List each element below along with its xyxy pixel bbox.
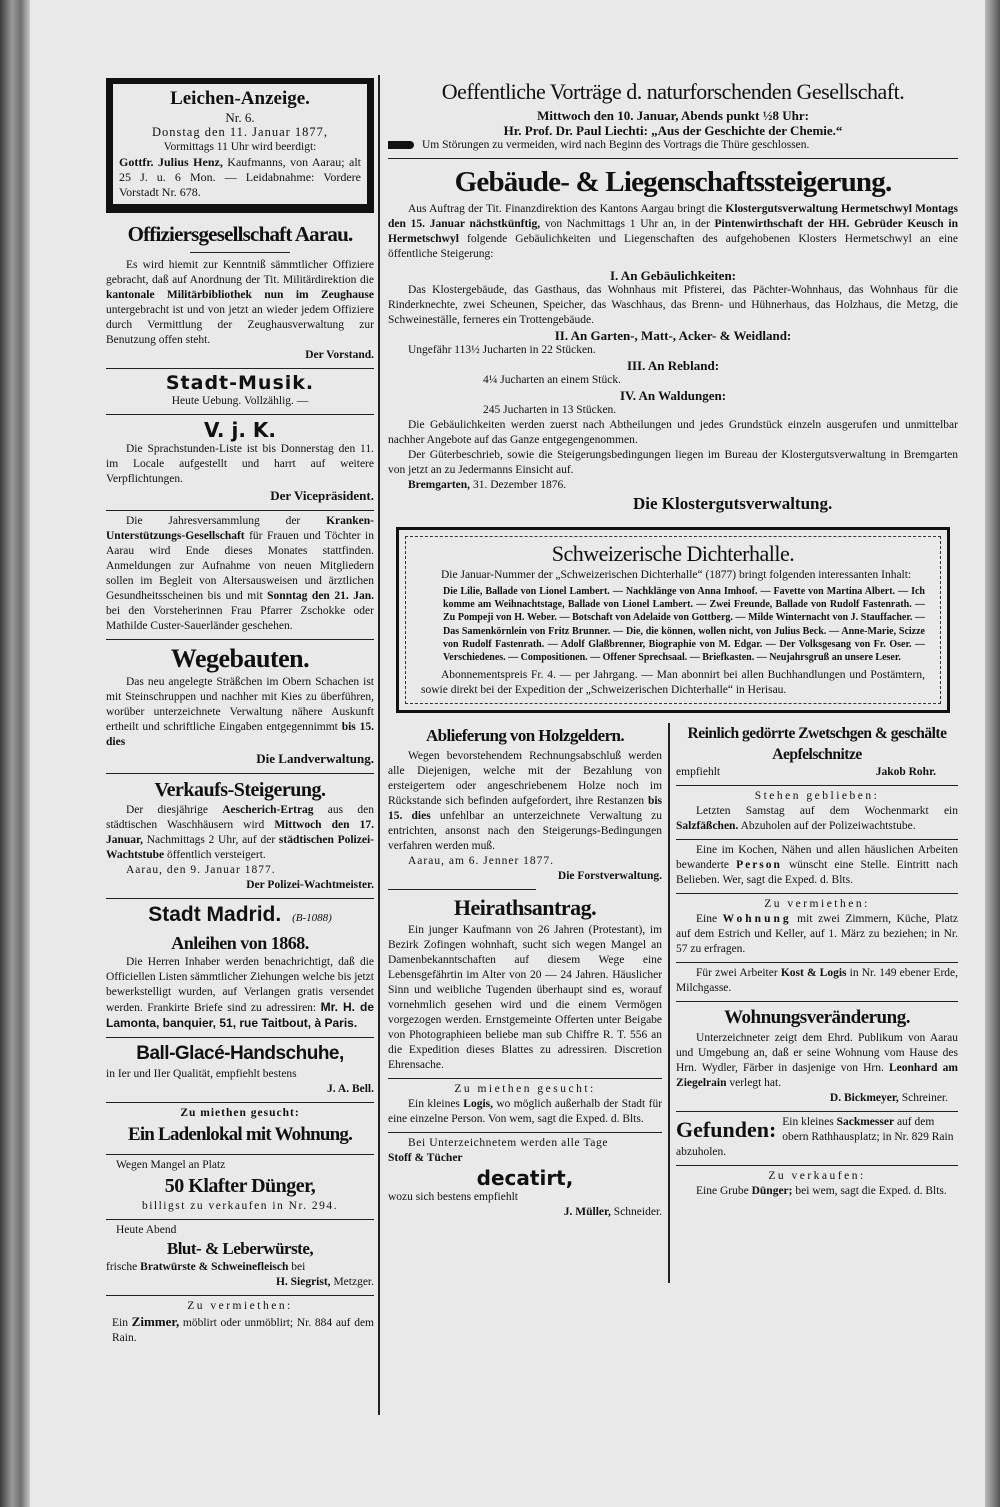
apartment-pre: Zu vermiethen: — [764, 898, 870, 911]
divider — [106, 1037, 374, 1038]
text: verlegt hat. — [726, 1077, 782, 1090]
vjk-title: V. j. K. — [204, 418, 276, 442]
section-heading: II. An Garten-, Matt-, Acker- & Weidland: — [554, 328, 792, 343]
page-binding-edge — [0, 0, 30, 1507]
dichterhalle-contents: Die Lilie, Ballade von Lionel Lambert. — Nachklänge von Anna Imhoof. — Favette von Martina Albert. — Ich komme am Weihnachtstage, Ballade von Lionel Lambert. — Zwei Freunde, Ballade von Rudolf Fastenrath. — Zu Pompeji von H. Weber. — Botschaft von Adelaide von Gottberg. — Milde Winternacht von J. Stauffacher. — Das Samenkörnlein von Fritz Brunner. — Die, die können, wollen nicht, von Julius Beck. — Anne-Marie, Scizze von Rudolf Fastenrath. — Adolf Glaßbrenner, Biographie von M. Edgar. — Der Volksgesang von Fr. Oser. — Verschiedenes. — Compositionen. — Offener Sprechsaal. — Briefkasten. — Neujahrsgruß an unsere Leser. — [443, 586, 925, 664]
emphasis: Kost & Logis — [780, 967, 847, 980]
tailor-body: wozu sich bestens empfiehlt — [388, 1191, 518, 1204]
divider — [106, 773, 374, 774]
decorative-frame — [396, 527, 950, 713]
emphasis: kantonale Militärbibliothek nun im Zeughause — [106, 289, 374, 301]
officers-society-title: Offiziersgesellschaft Aarau. — [127, 222, 353, 246]
divider — [106, 1295, 374, 1296]
dichterhalle-intro: Die Januar-Nummer der „Schweizerischen Dichterhalle“ (1877) bringt folgenden interessanten Inhalt: — [441, 569, 912, 581]
auction-title: Gebäude- & Liegenschaftssteigerung. — [454, 166, 892, 198]
funeral-details: Kaufmanns, von Aarau; alt 25 J. u. 6 Mon. — Leidabnahme: Vordere Vorstadt Nr. 678. — [119, 155, 361, 199]
right-column — [388, 76, 958, 1283]
divider — [388, 158, 958, 159]
text: Unterzeichneter zeigt dem Ehrd. Publikum von Aarau und Umgebung an, daß er seine Wohnung vom Hause des Hrn. Wydler, Färber in dasjenige von Hrn. — [676, 1032, 958, 1075]
text: möblirt oder unmöblirt; Nr. 884 auf dem Rain. — [112, 1317, 374, 1344]
text: von Nachmittags 1 Uhr an, in der — [540, 218, 715, 230]
shop-wanted-title: Ein Ladenlokal mit Wohnung. — [127, 1124, 353, 1145]
text: Für zwei Arbeiter — [696, 967, 781, 980]
stadt-musik-title: Stadt-Musik. — [165, 372, 315, 394]
divider — [676, 1165, 958, 1166]
text: empfiehlt — [676, 766, 721, 779]
gloves-body: in Ier und IIer Qualität, empfiehlt bestens — [106, 1068, 297, 1080]
found-item-pre: Stehen geblieben: — [754, 790, 880, 803]
manure-body: billigst zu verkaufen in Nr. 294. — [141, 1200, 339, 1212]
divider — [676, 1111, 958, 1112]
funeral-number: Nr. 6. — [225, 110, 255, 125]
text: aus den städtischen Waschhäusern wird — [106, 804, 374, 831]
merchant-name: Jakob Rohr. — [875, 766, 936, 779]
tailor-title: decatirt, — [476, 1166, 574, 1191]
health-society-notice — [106, 514, 374, 634]
sale-pre: Zu verkaufen: — [768, 1170, 866, 1183]
marriage-title: Heirathsantrag. — [453, 895, 597, 921]
text: auf dem obern Rathhausplatz; in Nr. 829 Rain abzuholen. — [676, 1116, 954, 1159]
divider — [676, 839, 958, 840]
butcher-role: Metzger. — [330, 1276, 374, 1288]
dateline: Aarau, am 6. Jenner 1877. — [408, 855, 555, 868]
funeral-notice — [106, 78, 374, 213]
emphasis: Kranken-Unterstützungs-Gesellschaft — [106, 515, 374, 542]
sausage-title: Blut- & Leberwürste, — [166, 1239, 314, 1258]
carpenter-role: Schreiner. — [898, 1092, 948, 1105]
madrid-code: (B-1088) — [292, 912, 332, 924]
text: Die Herren Inhaber werden benachrichtigt, daß die Officiellen Listen sämmtlicher Ziehungen welche bis jetzt bewerkstelligt wurden, auf Verlangen gratis versendet werden. Frankirte Briefe sind zu adressiren: — [106, 956, 374, 1014]
date: 31. Dezember 1876. — [470, 479, 567, 491]
board-body — [676, 966, 958, 996]
emphasis: Zimmer, — [131, 1314, 180, 1329]
signature: Die Klostergutsverwaltung. — [633, 494, 833, 513]
emphasis: Sackmesser — [836, 1116, 895, 1129]
text: öffentlich versteigert. — [164, 849, 266, 861]
divider — [388, 889, 536, 890]
text: Es wird hiemit zur Kenntniß sämmtlicher Offiziere gebracht, daß auf Anordnung der Tit. Militärdirektion die — [106, 259, 374, 286]
text: Aus Auftrag der Tit. Finanzdirektion des Kantons Aargau bringt die — [408, 203, 726, 215]
divider — [106, 639, 374, 640]
emphasis: Salzfäßchen. — [676, 820, 739, 833]
section-heading: III. An Rebland: — [626, 358, 720, 373]
signature: Die Forstverwaltung. — [557, 870, 663, 883]
lodging-pre: Zu miethen gesucht: — [454, 1083, 596, 1096]
divider — [676, 1001, 958, 1002]
marriage-body: Ein junger Kaufmann von 26 Jahren (Protestant), im Bezirk Zofingen wohnhaft, sucht sich wegen Mangel an Damenbekanntschaften auf diesem Wege eine Lebensgefährtin im Alter von 20 — 24 Jahren. Häuslicher Sinn und weibliche Tugenden überhaupt sind es, worauf vornehmlich gesehen wird und die einem Vermögen vorgezogen werden. Ernstgemeinte Offerten unter Beigabe von Photographieen beliebe man sub Chiffre R. T. 556 an die Expedition dieses Blattes zu adressiren. Discretion Ehrensache. — [388, 924, 663, 1072]
wood-payment-body — [388, 749, 662, 854]
divider — [676, 893, 958, 894]
text: in Nr. 149 ebener Erde, Milchgasse. — [676, 967, 958, 995]
emphasis: Dünger; — [751, 1185, 793, 1198]
sale-body — [676, 1184, 958, 1199]
text: Eine im Kochen, Nähen und allen häuslichen Arbeiten bewanderte — [676, 844, 958, 872]
text: unfehlbar an unterzeichnete Verwaltung zu entrichten, ansonst nach den Steigerungs-Bedingungen verfahren werden muß. — [388, 810, 663, 853]
text: wünscht eine Stelle. Eintritt nach Belieben. Wer, sagt die Exped. d. Blts. — [676, 859, 958, 887]
section-body: Der Güterbeschrieb, sowie die Steigerungsbedingungen liegen im Bureau der Klostergutsverwaltung in Bremgarten von jetzt an zu Jedermanns Einsicht auf. — [388, 449, 958, 476]
text: für Frauen und Töchter in Aarau wird Ende dieses Monates stattfinden. Anmeldungen zur Aufnahme von neuen Mitgliedern sollen im Begleit von Altersausweisen und ärztlichen Gesundheitsscheinen bis und mit — [106, 530, 374, 602]
divider — [388, 1132, 662, 1133]
dateline: Aarau, den 9. Januar 1877. — [126, 864, 276, 876]
text: Nachmittags 2 Uhr, auf der — [142, 834, 279, 846]
text: bei den Vorsteherinnen Frau Pfarrer Zschokke oder Mathilde Custer-Sauerländer geschehen. — [106, 605, 374, 632]
shop-wanted-pre: Zu miethen gesucht: — [180, 1107, 300, 1119]
butcher-name: H. Siegrist, — [275, 1276, 331, 1288]
dried-fruit-title: Reinlich gedörrte Zwetschgen & geschälte Aepfelschnitze — [687, 725, 947, 764]
auction-dateline — [388, 478, 958, 493]
madrid-header — [106, 902, 374, 931]
section-body: 245 Jucharten in 13 Stücken. — [483, 404, 617, 416]
tailor-pre: Bei Unterzeichnetem werden alle Tage — [408, 1137, 609, 1150]
text: bei wem, sagt die Exped. d. Blts. — [792, 1185, 947, 1198]
lecture-title: Oeffentliche Vorträge d. naturforschenden Gesellschaft. — [441, 79, 905, 104]
place: Bremgarten, — [408, 479, 471, 491]
text: Abzuholen auf der Polizeiwachtstube. — [738, 820, 916, 833]
emphasis: bis 15. dies — [106, 721, 374, 748]
madrid-body — [106, 955, 374, 1032]
gloves-title: Ball-Glacé-Handschuhe, — [136, 1043, 344, 1064]
funeral-title: Leichen-Anzeige. — [170, 88, 310, 109]
lodging-body — [388, 1097, 662, 1127]
emphasis: Mittwoch den 17. Januar, — [106, 819, 374, 846]
divider — [106, 1102, 374, 1103]
middle-subcolumn — [388, 723, 668, 1220]
signature — [676, 1091, 958, 1106]
divider — [106, 414, 374, 415]
text: mit zwei Zimmern, Küche, Platz auf dem Estrich und Keller, auf 1. März zu beziehen; in Nr. 57 zu erfragen. — [676, 913, 958, 956]
text: Ein — [112, 1317, 132, 1329]
emphasis: Pintenwirthschaft der HH. Gebrüder Keusch in Hermetschwyl — [388, 218, 958, 245]
right-subcolumn — [668, 723, 958, 1283]
emphasis: städtischen Polizei-Wachtstube — [106, 834, 374, 861]
page-right-edge — [985, 0, 1000, 1507]
auction-intro — [388, 202, 958, 262]
text: Das neu angelegte Sträßchen im Obern Schachen ist mit Steinschruppen und nachher mit Kies zu überführen, worüber unterzeichnete Verwaltung nähere Auskunft ertheilt und schriftliche Eingaben entgegennimmt — [106, 676, 374, 733]
section-heading: IV. An Waldungen: — [619, 388, 727, 403]
manure-title: 50 Klafter Dünger, — [164, 1175, 316, 1197]
relocation-body — [676, 1031, 958, 1091]
emphasis: Sonntag den 21. Jan. — [267, 590, 375, 602]
sausage-pre: Heute Abend — [116, 1224, 177, 1236]
verkaufs-title: Verkaufs-Steigerung. — [154, 779, 326, 801]
madrid-subtitle: Anleihen von 1868. — [171, 933, 309, 953]
text: Eine — [696, 913, 723, 926]
text: Eine Grube — [696, 1185, 752, 1198]
divider — [190, 252, 290, 253]
emphasis: Logis, — [463, 1098, 493, 1111]
dried-fruit-signline — [676, 765, 958, 780]
found-item-body — [676, 804, 958, 834]
section-heading: I. An Gebäulichkeiten: — [609, 268, 737, 283]
left-column — [106, 78, 374, 1346]
funeral-date: Donstag den 11. Januar 1877, — [151, 125, 329, 139]
text: untergebracht ist und von jetzt an wieder jedem Offiziere durch Vermittlung der Zeughausverwaltung zur Benutzung offen steht. — [106, 304, 374, 346]
signature: Die Landverwaltung. — [256, 751, 374, 766]
tailor-item: Stoff & Tücher — [388, 1152, 463, 1165]
signature — [106, 1275, 374, 1290]
text: bei — [288, 1261, 306, 1273]
wood-payment-title: Ablieferung von Holzgeldern. — [425, 726, 625, 746]
dichterhalle-price: Abonnementspreis Fr. 4. — per Jahrgang. — Man abonnirt bei allen Buchhandlungen und Postämtern, sowie direkt bei der Expedition der „Schweizerischen Dichterhalle“ in Herisau. — [421, 669, 925, 697]
madrid-title: Stadt Madrid. — [148, 903, 282, 926]
job-wanted-body — [676, 843, 958, 888]
emphasis: Wohnung — [722, 913, 792, 926]
text: Um Störungen zu vermeiden, wird nach Beginn des Vortrags die Thüre geschlossen. — [422, 139, 810, 151]
address: Mr. H. de Lamonta, banquier, 51, rue Taitbout, à Paris. — [106, 1000, 374, 1030]
divider — [388, 1078, 662, 1079]
text: folgende Gebäulichkeiten und Liegenschaften des aufgehobenen Klosters Hermetschwyl an eine öffentliche Steigerung: — [388, 233, 958, 260]
lower-columns — [388, 723, 958, 1283]
carpenter-name: D. Bickmeyer, — [829, 1092, 899, 1105]
found-notice — [676, 1115, 958, 1160]
deceased-name: Gottfr. Julius Henz, — [119, 155, 223, 169]
room-body — [106, 1314, 374, 1346]
vjk-body: Die Sprachstunden-Liste ist bis Donnerstag den 11. im Locale aufgestellt und harrt auf weitere Verpflichtungen. — [106, 443, 374, 485]
emphasis: bis 15. dies — [388, 795, 663, 823]
relocation-title: Wohnungsveränderung. — [724, 1007, 910, 1029]
section-body: Die Gebäulichkeiten werden zuerst nach Abtheilungen und jedes Grundstück einzeln ausgerufen und unmittelbar nachher Angebote auf das Ganze entgegengenommen. — [388, 419, 958, 446]
divider — [676, 785, 958, 786]
divider — [106, 510, 374, 511]
wegebauten-body — [106, 675, 374, 750]
divider — [106, 368, 374, 369]
emphasis: Klostergutsverwaltung Hermetschwyl Montags den 15. Januar nächstkünftig, — [388, 203, 958, 230]
text: wo möglich außerhalb der Stadt für eine einzelne Person. Von wem, sagt die Exped. d. Blts. — [388, 1098, 663, 1126]
lecture-note — [388, 138, 958, 153]
lecture-speaker: Hr. Prof. Dr. Paul Liechti: „Aus der Geschichte der Chemie.“ — [503, 123, 843, 138]
found-title: Gefunden: — [676, 1117, 777, 1143]
apartment-body — [676, 912, 958, 957]
funeral-time: Vormittags 11 Uhr wird beerdigt: — [163, 141, 317, 153]
signature: J. A. Bell. — [327, 1083, 374, 1095]
divider — [106, 1154, 374, 1155]
text: frische — [106, 1261, 141, 1273]
signature: Der Vicepräsident. — [270, 488, 374, 503]
emphasis: Person — [736, 859, 782, 872]
officers-society-body — [106, 258, 374, 348]
text: Wegen bevorstehendem Rechnungsabschluß werden alle Diejenigen, welche mit der Bezahlung von ersteigertem oder angeschriebenem Holze noch im Rückstande sich befinden aufgefordert, ihre Restanzen — [388, 750, 663, 808]
section-body: Ungefähr 113½ Jucharten in 22 Stücken. — [408, 344, 596, 356]
funeral-body — [119, 155, 361, 200]
signature — [388, 1205, 662, 1220]
manure-pre: Wegen Mangel an Platz — [116, 1159, 226, 1171]
wegebauten-title: Wegebauten. — [170, 644, 310, 673]
room-pre: Zu vermiethen: — [187, 1300, 293, 1312]
emphasis: Aescherich-Ertrag — [222, 804, 314, 816]
lecture-date: Mittwoch den 10. Januar, Abends punkt ½8 Uhr: — [537, 108, 809, 123]
signature: Der Vorstand. — [305, 349, 374, 361]
tailor-name: J. Müller, — [563, 1206, 611, 1219]
tailor-role: Schneider. — [610, 1206, 663, 1219]
stadt-musik-body: Heute Uebung. Vollzählig. — — [171, 395, 309, 407]
text: Ein kleines — [408, 1098, 464, 1111]
pointing-hand-icon — [388, 141, 414, 149]
divider — [676, 962, 958, 963]
text: Letzten Samstag auf dem Wochenmarkt ein — [696, 805, 958, 818]
sausage-body — [106, 1260, 374, 1275]
emphasis: Leonhard am Ziegelrain — [676, 1062, 958, 1090]
text: Ein kleines — [782, 1116, 837, 1129]
signature: Der Polizei-Wachtmeister. — [246, 879, 374, 891]
emphasis: Bratwürste & Schweinefleisch — [140, 1261, 289, 1273]
section-body: 4¼ Jucharten an einem Stück. — [483, 374, 621, 386]
dichterhalle-title: Schweizerische Dichterhalle. — [551, 541, 795, 566]
text: Die Jahresversammlung der — [126, 515, 327, 527]
text: Der diesjährige — [126, 804, 223, 816]
verkaufs-body — [106, 803, 374, 863]
section-body: Das Klostergebäude, das Gasthaus, das Wohnhaus mit Pfisterei, das Pächter-Wohnhaus, das Wohnhaus für die Rinderknechte, zwei Scheunen, Speicher, das Waschhaus, das Brenn- und Hühnerhaus, das Holzhaus, die Metzg, die Schweineställe, ferneres ein Trottengebäude. — [388, 284, 958, 326]
divider — [106, 1219, 374, 1220]
divider — [106, 898, 374, 899]
column-rule — [378, 75, 380, 1415]
